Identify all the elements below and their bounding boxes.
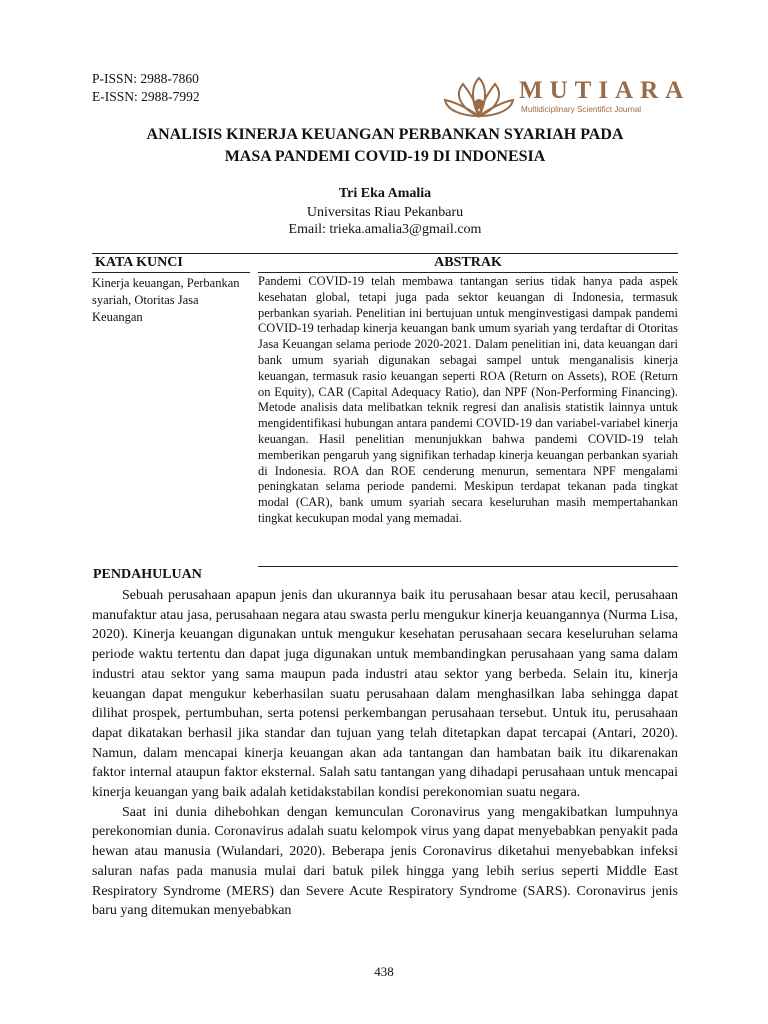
journal-name: MUTIARA [519,77,691,104]
divider-abstract-bottom [258,566,678,567]
journal-subtitle: Multidiciplinary Scientifict Journal [521,105,642,114]
paragraph-2: Saat ini dunia dihebohkan dengan kemunculan Coronavirus yang mengakibatkan lumpuhnya perekonomian dunia. Coronavirus adalah suatu kelompok virus yang dapat menyebabkan penyakit pada hewan atau manusia (Wulandari, 2020). Beberapa jenis Coronavirus diketahui menyebabkan infeksi saluran nafas pada manusia mulai dari batuk pilek hingga yang lebih serius seperti Middle East Respiratory Syndrome (MERS) dan Severe Acute Respiratory Syndrome (SARS). Coronavirus jenis baru yang ditemukan menyebabkan [92,804,678,919]
author-affiliation: Universitas Riau Pekanbaru [306,205,464,220]
paragraph-1: Sebuah perusahaan apapun jenis dan ukurannya baik itu perusahaan besar atau kecil, perusahaan manufaktur atau jasa, perusahaan negara atau swasta perlu mengukur kinerja keuangannya (Nurma Lisa, 2020). Kinerja keuangan digunakan untuk mengukur kesehatan perusahaan secara keseluruhan selama periode waktu tertentu dan dapat juga digunakan untuk membandingkan perusahaan yang sama dalam industri atau sektor yang sama maupun pada industri atau sektor yang berbeda. Selain itu, kinerja keuangan dapat mengukur keberhasilan suatu perusahaan dalam menghasilkan laba sehingga dapat dilihat prospek, pertumbuhan, serta potensi perkembangan perusahaan tersebut. Untuk itu, perusahaan dapat dikatakan berhasil jika standar dan tujuan yang telah ditetapkan dapat tercapai (Antari, 2020). Namun, dalam mencapai kinerja keuangan akan ada tantangan dan hambatan baik itu dikarenakan faktor internal ataupun faktor eksternal. Salah satu tantangan yang dihadapi perusahaan untuk mencapai kinerja keuangan yang baik adalah ketidakstabilan kondisi perekonomian suatu negara. [92,588,678,801]
article-title [92,124,678,168]
p-issn: P-ISSN: 2988-7860 [92,71,199,86]
issn-block [92,70,200,105]
journal-logo [441,74,691,124]
page-number: 438 [374,964,394,979]
pearl-lotus-icon [441,74,517,120]
divider-abstract [258,272,678,273]
abstract-heading: ABSTRAK [434,255,502,270]
divider-keywords [92,272,250,273]
keywords-heading: KATA KUNCI [95,255,183,270]
divider-top [92,253,678,254]
author-email: Email: trieka.amalia3@gmail.com [288,222,482,237]
section-heading-pendahuluan: PENDAHULUAN [93,567,202,582]
introduction-body [92,586,678,921]
e-issn: E-ISSN: 2988-7992 [92,88,200,104]
abstract-text: Pandemi COVID-19 telah membawa tantangan serius tidak hanya pada aspek kesehatan global, tetapi juga pada sektor keuangan di Indonesia, termasuk perbankan syariah. Penelitian ini bertujuan untuk menginvestigasi dampak pandemi COVID-19 terhadap kinerja keuangan bank umum syariah yang terdaftar di Otoritas Jasa Keuangan selama periode 2020-2021. Dalam penelitian ini, data keuangan dari bank umum syariah digunakan sebagai sampel untuk menganalisis kinerja keuangan, termasuk rasio keuangan seperti ROA (Return on Assets), ROE (Return on Equity), CAR (Capital Adequacy Ratio), dan NPF (Non-Performing Financing). Metode analisis data melibatkan teknik regresi dan analisis statistik lainnya untuk mengidentifikasi hubungan antara pandemi COVID-19 dan variabel-variabel kinerja keuangan. Hasil penelitian menunjukkan bahwa pandemi COVID-19 telah memberikan pengaruh yang signifikan terhadap kinerja keuangan perbankan syariah di Indonesia. ROA dan ROE cenderung menurun, sementara NPF mengalami peningkatan selama periode pandemi. Meskipun terdapat tekanan pada tingkat modal (CAR), bank umum syariah secara keseluruhan masih mempertahankan tingkat kecukupan modal yang memadai. [258,274,678,525]
title-line-2: MASA PANDEMI COVID-19 DI INDONESIA [224,148,546,165]
title-line-1: ANALISIS KINERJA KEUANGAN PERBANKAN SYARIAH PADA [146,126,624,143]
keywords-text: Kinerja keuangan, Perbankan syariah, Otoritas Jasa Keuangan [92,276,240,324]
author-name: Tri Eka Amalia [338,186,432,201]
